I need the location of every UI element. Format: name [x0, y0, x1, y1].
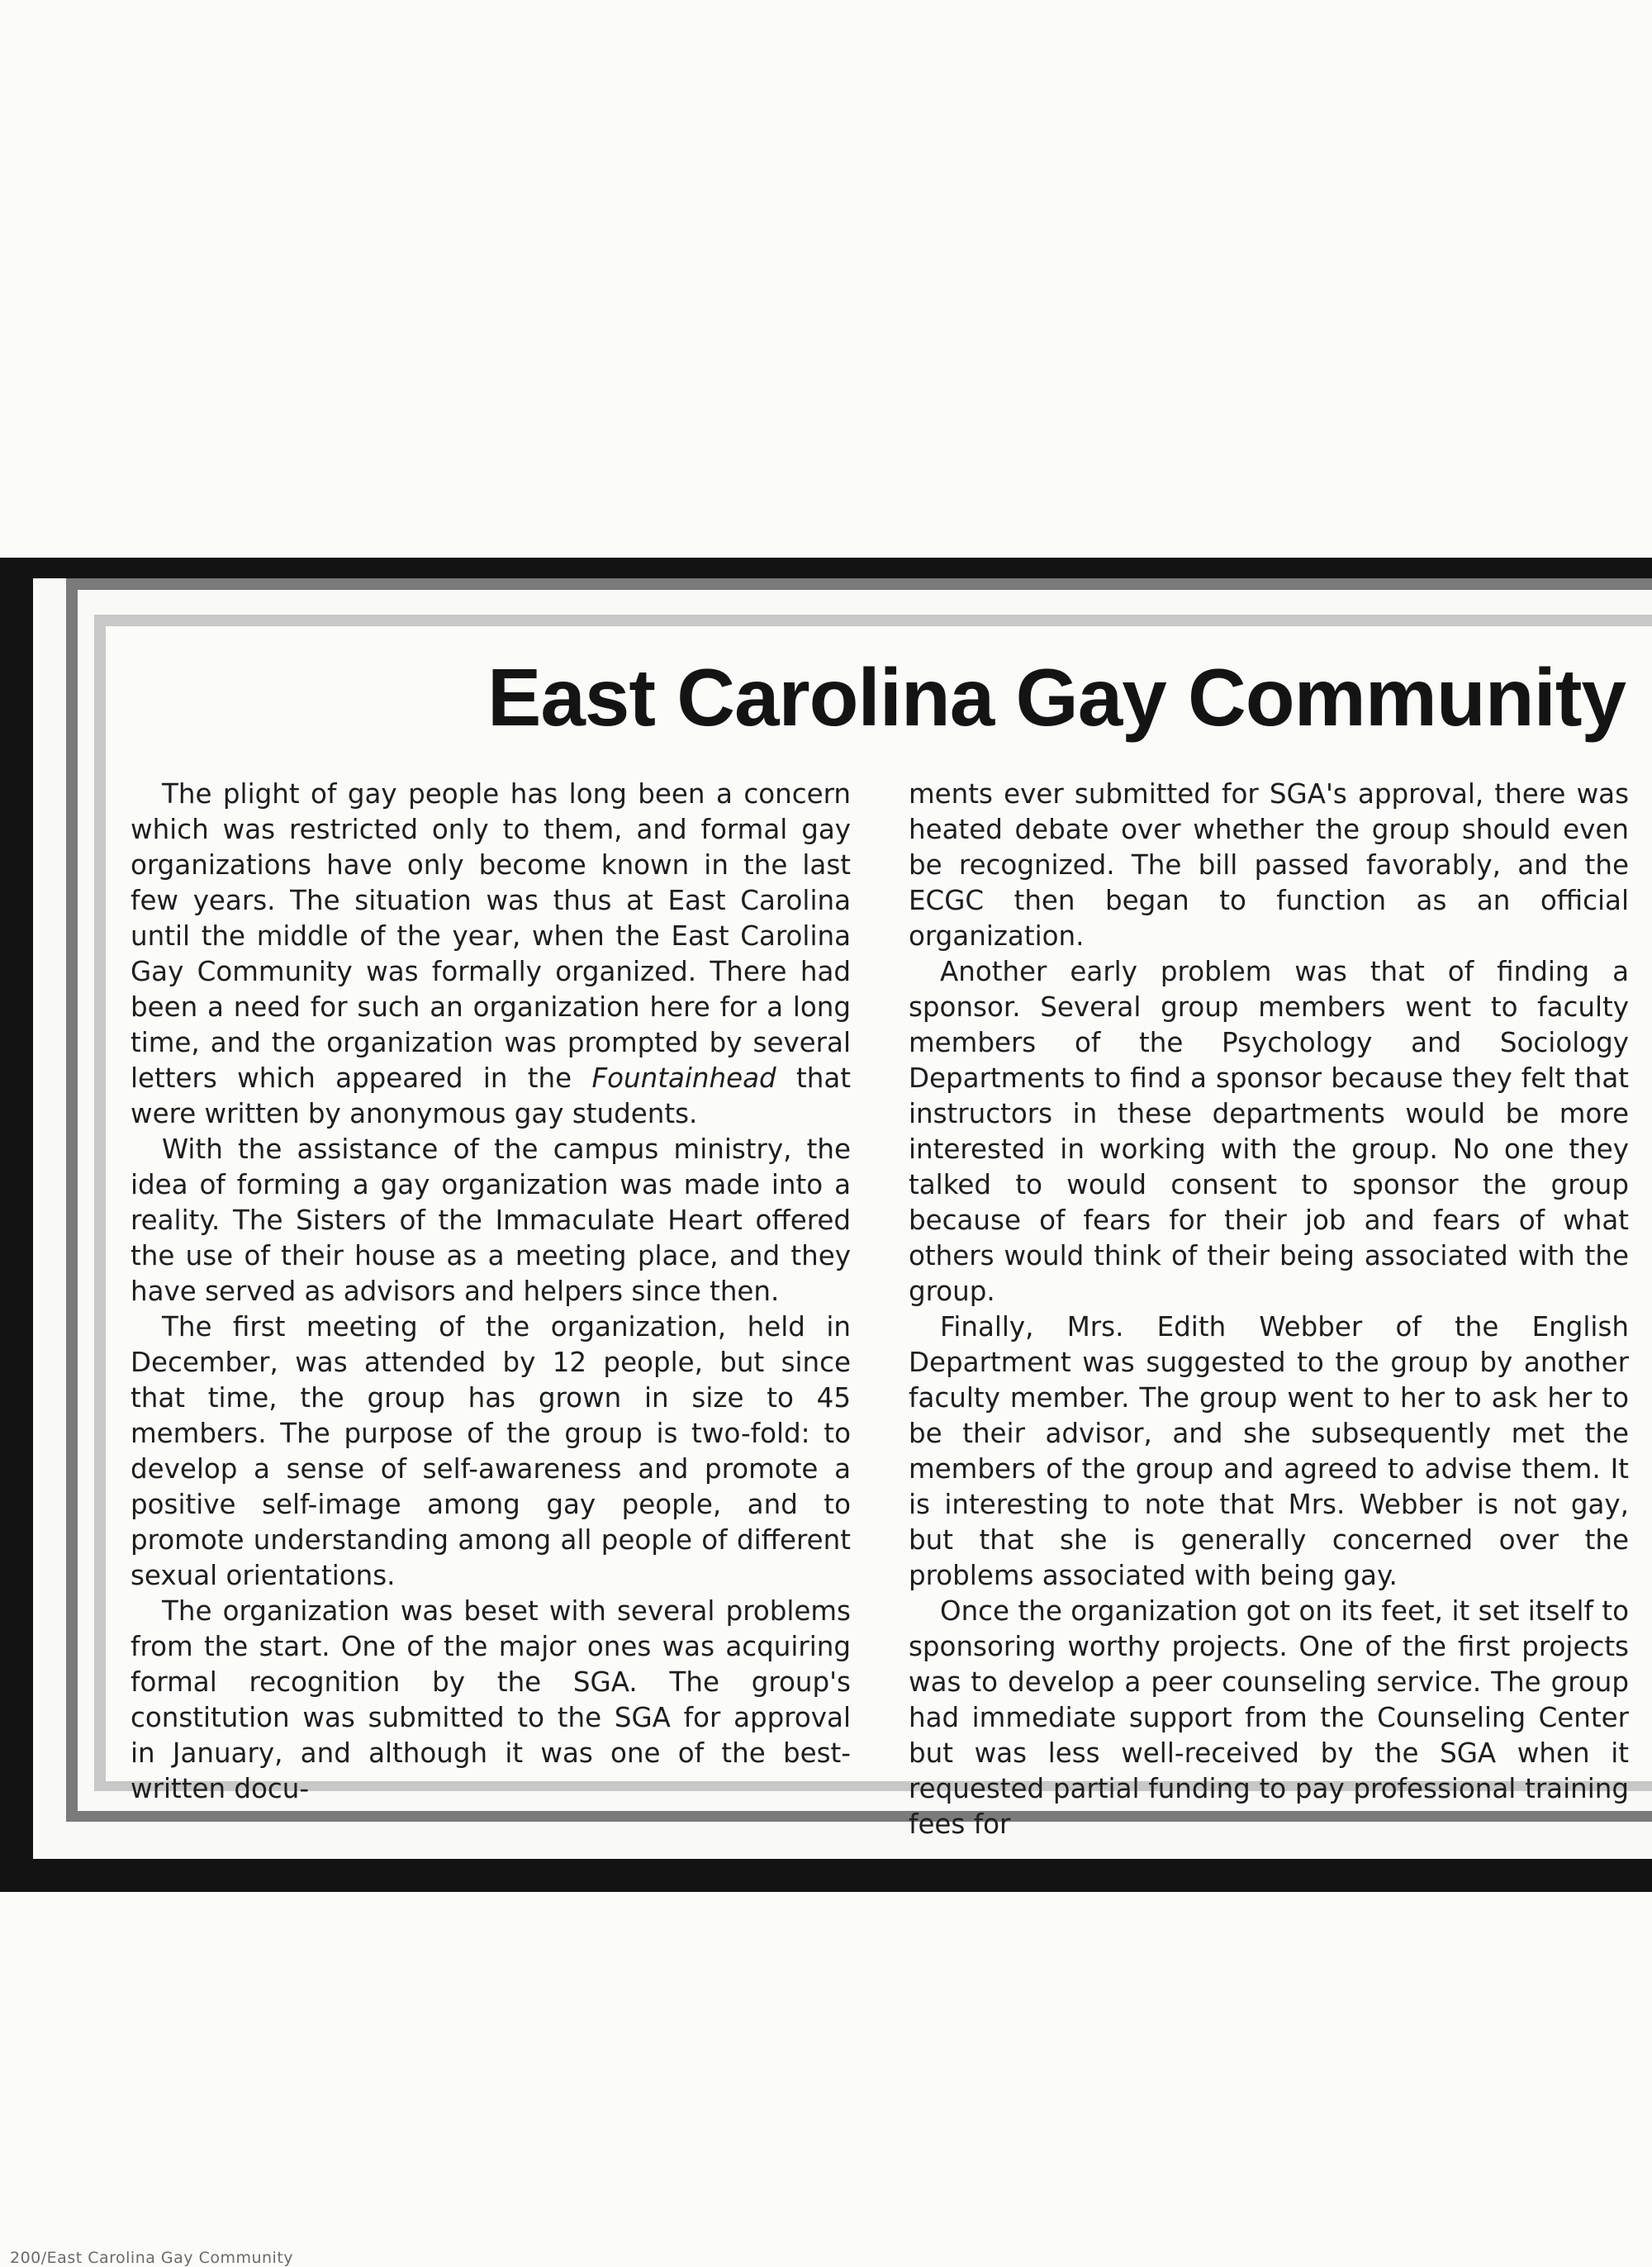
- column-left: [131, 777, 851, 1842]
- paragraph-1-text: The plight of gay people has long been a concern which was restricted only to them, and formal gay organizations have only become known in the last few years. The situation was thus at East Carolina until the middle of the year, when the East Carolina Gay Community was formally organized. There had been a need for such an organization here for a long time, and the organization was prompted by several letters which appeared in the: [131, 778, 851, 1094]
- paragraph-2: With the assistance of the campus ministry, the idea of forming a gay organization was made into a reality. The Sisters of the Immaculate Heart offered the use of their house as a meeting place, and they have served as advisors and helpers since then.: [131, 1134, 851, 1307]
- article-body: [131, 777, 1629, 1842]
- page-folio: 200/East Carolina Gay Community: [10, 2249, 294, 2267]
- paragraph-1: [131, 777, 851, 1132]
- paragraph-7: Finally, Mrs. Edith Webber of the English Department was suggested to the group by another faculty member. The group went to her to ask her to be their advisor, and she subsequently met the members of the group and agreed to advise them. It is interesting to note that Mrs. Webber is not gay, but that she is generally concerned over the problems associated with being gay.: [909, 1311, 1629, 1591]
- paragraph-3: The first meeting of the organization, held in December, was attended by 12 people, but since that time, the group has grown in size to 45 members. The purpose of the group is two-fold: to develop a sense of self-awareness and promote a positive self-image among gay people, and to promote understanding among all people of different sexual orientations.: [131, 1311, 851, 1591]
- paragraph-6: Another early problem was that of finding a sponsor. Several group members went to faculty members of the Psychology and Sociology Departments to find a sponsor because they felt that instructors in these departments would be more interested in working with the group. No one they talked to would consent to sponsor the group because of fears for their job and fears of what others would think of their being associated with the group.: [909, 956, 1629, 1307]
- column-right: [909, 777, 1629, 1842]
- publication-name: Fountainhead: [591, 1062, 776, 1094]
- paragraph-8: Once the organization got on its feet, it set itself to sponsoring worthy projects. One of the first projects was to develop a peer counseling service. The group had immediate support from the Counseling Center but was less well-received by the SGA when it requested partial funding to pay professional training fees for: [909, 1595, 1629, 1840]
- article-title: East Carolina Gay Community: [487, 652, 1626, 743]
- paragraph-1-end: that were written by anonymous gay students.: [131, 1062, 851, 1129]
- paragraph-5: ments ever submitted for SGA's approval, there was heated debate over whether the group should even be recognized. The bill passed favorably, and the ECGC then began to function as an official organization.: [909, 778, 1629, 952]
- paragraph-4: The organization was beset with several problems from the start. One of the major ones was acquiring formal recognition by the SGA. The group's constitution was submitted to the SGA for approval in January, and although it was one of the best-written docu-: [131, 1595, 851, 1804]
